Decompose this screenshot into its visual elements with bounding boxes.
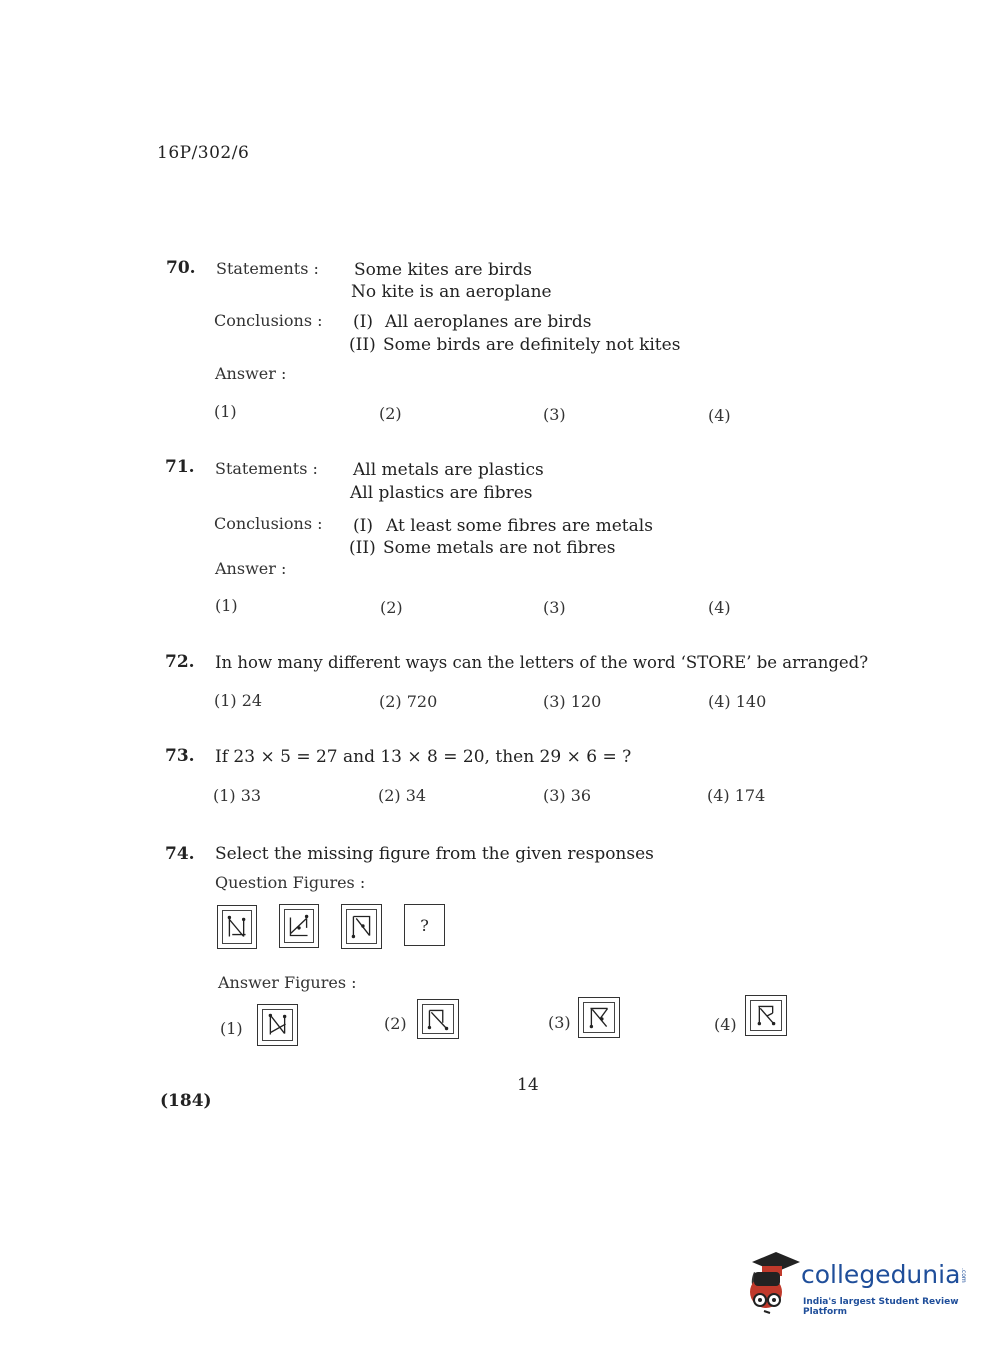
q72-option-3[interactable]: (3) 120 — [543, 692, 602, 711]
q70-conclusion-2-num: (II) — [349, 335, 376, 355]
answer-figure-3-symbol — [579, 998, 619, 1037]
q72-option-2[interactable]: (2) 720 — [379, 692, 438, 711]
q71-conclusion-2-num: (II) — [349, 538, 376, 558]
q73-option-2[interactable]: (2) 34 — [378, 786, 427, 805]
q70-conclusion-2: Some birds are definitely not kites — [383, 335, 681, 355]
q71-conclusion-1-num: (I) — [353, 516, 373, 536]
q72-option-1[interactable]: (1) 24 — [214, 691, 263, 710]
q71-option-1[interactable]: (1) — [215, 596, 238, 615]
question-figure-1-symbol — [218, 906, 256, 948]
q70-option-1[interactable]: (1) — [214, 402, 237, 421]
answer-figure-1[interactable] — [257, 1004, 298, 1046]
question-figure-3 — [341, 904, 382, 949]
paper-code: 16P/302/6 — [157, 143, 250, 163]
q70-statements-label: Statements : — [216, 259, 319, 278]
booklet-code: (184) — [160, 1091, 212, 1111]
question-70-number: 70. — [166, 258, 196, 278]
q74-option-3[interactable]: (3) — [548, 1013, 571, 1032]
q70-option-3[interactable]: (3) — [543, 405, 566, 424]
question-figure-missing — [404, 904, 445, 946]
q70-statement-2: No kite is an aeroplane — [351, 282, 552, 302]
collegedunia-logo[interactable] — [742, 1250, 972, 1320]
question-72-number: 72. — [165, 652, 195, 672]
q71-statement-1: All metals are plastics — [353, 460, 544, 480]
missing-figure-mark: ? — [420, 916, 429, 935]
q74-text: Select the missing figure from the given responses — [215, 844, 654, 864]
answer-figure-2[interactable] — [417, 999, 459, 1039]
q71-statement-2: All plastics are fibres — [350, 483, 533, 503]
q74-answer-figures-label: Answer Figures : — [218, 973, 357, 992]
answer-figure-2-symbol — [418, 1000, 458, 1038]
q73-text: If 23 × 5 = 27 and 13 × 8 = 20, then 29 × 6 = ? — [215, 747, 632, 767]
answer-figure-4-symbol — [746, 996, 786, 1035]
q70-option-2[interactable]: (2) — [379, 404, 402, 423]
q71-conclusion-1: At least some fibres are metals — [386, 516, 653, 536]
q74-option-2[interactable]: (2) — [384, 1014, 407, 1033]
question-73-number: 73. — [165, 746, 195, 766]
logo-domain-suffix: .com — [960, 1268, 967, 1283]
q74-option-4[interactable]: (4) — [714, 1015, 737, 1034]
q71-conclusion-2: Some metals are not fibres — [383, 538, 616, 558]
q71-option-4[interactable]: (4) — [708, 598, 731, 617]
q70-conclusion-1: All aeroplanes are birds — [385, 312, 592, 332]
answer-figure-1-symbol — [258, 1005, 297, 1045]
q71-statements-label: Statements : — [215, 459, 318, 478]
logo-wordmark: collegedunia — [801, 1260, 961, 1289]
answer-figure-3[interactable] — [578, 997, 620, 1038]
q70-conclusions-label: Conclusions : — [214, 311, 323, 330]
question-figure-2 — [279, 904, 319, 948]
q71-option-3[interactable]: (3) — [543, 598, 566, 617]
q73-option-3[interactable]: (3) 36 — [543, 786, 592, 805]
q73-option-4[interactable]: (4) 174 — [707, 786, 766, 805]
answer-figure-4[interactable] — [745, 995, 787, 1036]
question-71-number: 71. — [165, 457, 195, 477]
q70-answer-label: Answer : — [215, 364, 287, 383]
question-74-number: 74. — [165, 844, 195, 864]
q72-text: In how many different ways can the letters of the word ‘STORE’ be arranged? — [215, 653, 869, 672]
q71-conclusions-label: Conclusions : — [214, 514, 323, 533]
q70-option-4[interactable]: (4) — [708, 406, 731, 425]
q71-option-2[interactable]: (2) — [380, 598, 403, 617]
question-figure-2-symbol — [280, 905, 318, 947]
logo-tagline: India's largest Student Review Platform — [803, 1297, 959, 1317]
question-figure-3-symbol — [342, 905, 381, 948]
q71-answer-label: Answer : — [215, 559, 287, 578]
q74-question-figures-label: Question Figures : — [215, 873, 366, 892]
q74-option-1[interactable]: (1) — [220, 1019, 243, 1038]
q70-conclusion-1-num: (I) — [353, 312, 373, 332]
page-number: 14 — [517, 1075, 539, 1095]
q72-option-4[interactable]: (4) 140 — [708, 692, 767, 711]
q70-statement-1: Some kites are birds — [354, 260, 533, 280]
mascot-icon — [742, 1250, 802, 1320]
question-figure-1 — [217, 905, 257, 949]
q73-option-1[interactable]: (1) 33 — [213, 786, 262, 805]
